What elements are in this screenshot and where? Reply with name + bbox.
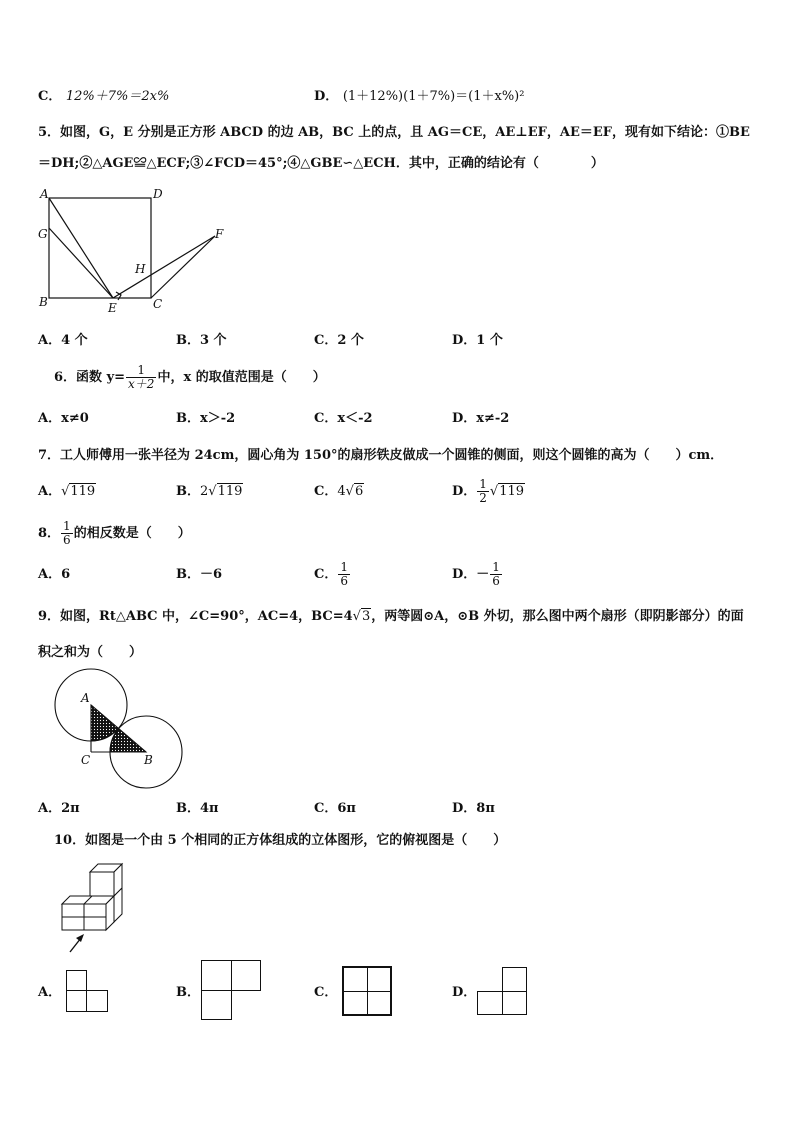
- q5-option-a: A．4 个: [38, 333, 88, 348]
- q9-stem-line1: 9．如图，Rt△ABC 中，∠C=90°，AC=4，BC=4√3，两等圆⊙A，⊙B 外切，那么图中两个扇形（即阴影部分）的面: [38, 609, 744, 624]
- q7-option-a: A．√119: [38, 484, 96, 499]
- label-c: C: [153, 297, 163, 311]
- label-g: G: [38, 227, 48, 241]
- q7-option-b: B．2√119: [176, 484, 243, 499]
- label-h: H: [135, 262, 146, 276]
- label-f: F: [215, 227, 224, 241]
- q10-option-a-grid: [66, 970, 108, 1012]
- q10-cubes-figure: [54, 862, 134, 957]
- q10-option-b-grid: [201, 960, 261, 1020]
- label-e: E: [108, 301, 117, 315]
- q8-option-c: C． $\frac{1}{6}$: [314, 560, 348, 588]
- q4-option-c: C． 12%＋7%＝2x%: [38, 89, 170, 104]
- q6-option-d: D．x≠-2: [452, 411, 510, 426]
- label-b: B: [144, 753, 153, 767]
- q9-option-c: C．6π: [314, 801, 356, 816]
- q5-stem-line2: ＝DH;②△AGE≌△ECF;③∠FCD＝45°;④△GBE∽△ECH．其中，正确的结论有（ ）: [38, 156, 604, 171]
- q8-option-d: D．－ $\frac{1}{6}$: [452, 560, 500, 588]
- q10-option-d: D．: [452, 985, 477, 1000]
- q10-option-a: A．: [38, 985, 62, 1000]
- q10-option-c: C．: [314, 985, 338, 1000]
- q10-option-b: B．: [176, 985, 200, 1000]
- q7-stem: 7．工人师傅用一张半径为 24cm，圆心角为 150°的扇形铁皮做成一个圆锥的侧面，则这个圆锥的高为（ ）cm．: [38, 448, 724, 463]
- q6-option-a: A．x≠0: [38, 411, 89, 426]
- q8-stem: 8． $\frac{1}{6}$ 的相反数是（ ）: [38, 519, 191, 547]
- q8-option-a: A．6: [38, 567, 71, 582]
- q5-stem-line1: 5．如图，G，E 分别是正方形 ABCD 的边 AB，BC 上的点，且 AG＝CE，AE⊥EF，AE＝EF，现有如下结论：①BE: [38, 125, 750, 140]
- label-c: C: [81, 753, 91, 767]
- q9-option-a: A．2π: [38, 801, 80, 816]
- q10-option-c-grid: [342, 966, 392, 1016]
- label-a: A: [40, 187, 49, 201]
- q7-option-d: D． $\frac{1}{2}$ √119: [452, 477, 525, 505]
- q9-option-b: B．4π: [176, 801, 219, 816]
- q6-fraction: $\frac{1}{x+2}$: [128, 363, 155, 391]
- q5-square-figure: [30, 186, 240, 316]
- q5-option-c: C．2 个: [314, 333, 364, 348]
- q6-option-b: B．x＞-2: [176, 411, 236, 426]
- q5-option-b: B．3 个: [176, 333, 227, 348]
- q10-stem: 10．如图是一个由 5 个相同的正方体组成的立体图形，它的俯视图是（ ）: [54, 833, 507, 848]
- q6-stem: 6．函数 y= $\frac{1}{x+2}$ 中，x 的取值范围是（ ）: [54, 363, 326, 391]
- q6-option-c: C．x＜-2: [314, 411, 373, 426]
- q7-option-c: C．4√6: [314, 484, 364, 499]
- q4-option-d: D． (1＋12%)(1＋7%)＝(1＋x%)²: [314, 89, 525, 104]
- q10-option-d-grid: [477, 967, 527, 1015]
- q9-option-d: D．8π: [452, 801, 495, 816]
- label-d: D: [153, 187, 163, 201]
- label-a: A: [81, 691, 90, 705]
- q5-option-d: D．1 个: [452, 333, 503, 348]
- label-b: B: [39, 295, 48, 309]
- q9-stem-line2: 积之和为（ ）: [38, 645, 143, 660]
- q8-option-b: B．－6: [176, 567, 223, 582]
- q9-circles-figure: [48, 668, 188, 788]
